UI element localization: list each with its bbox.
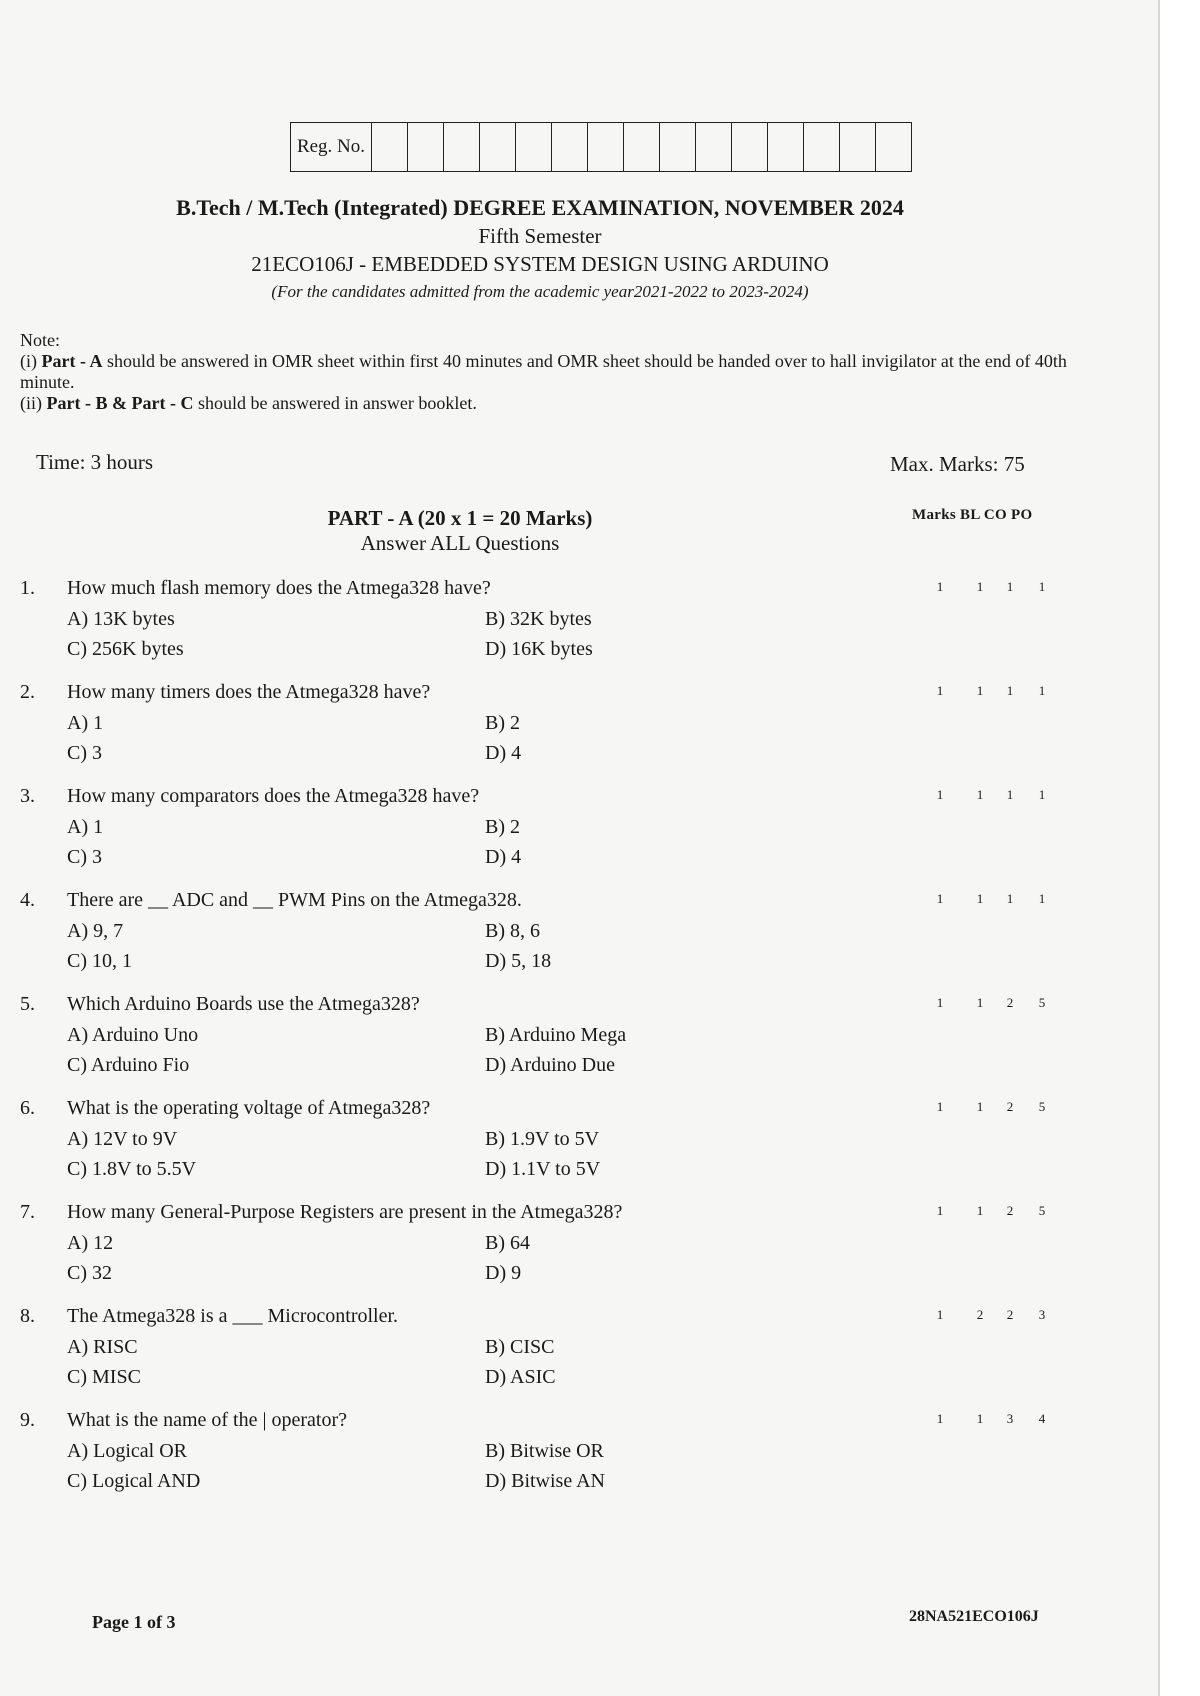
po-value: 3 [1038, 1307, 1046, 1322]
co-value: 2 [1006, 1203, 1014, 1218]
bl-value: 1 [976, 891, 984, 906]
marks-value: 1 [936, 683, 944, 698]
question-number: 7. [20, 1201, 35, 1223]
option-d: D) Bitwise AN [485, 1470, 605, 1492]
marks-value: 1 [936, 1203, 944, 1218]
option-a: A) 12V to 9V [67, 1128, 178, 1150]
bl-value: 1 [976, 683, 984, 698]
reg-no-cell [480, 123, 516, 171]
question-number: 5. [20, 993, 35, 1015]
reg-no-cell [660, 123, 696, 171]
po-value: 5 [1038, 1099, 1046, 1114]
reg-no-cell [516, 123, 552, 171]
marks-value: 1 [936, 787, 944, 802]
option-d: D) 16K bytes [485, 638, 593, 660]
question-text: The Atmega328 is a ___ Microcontroller. [67, 1305, 399, 1327]
bl-value: 2 [976, 1307, 984, 1322]
question-text: Which Arduino Boards use the Atmega328? [67, 993, 420, 1015]
question [0, 1409, 1160, 1513]
co-value: 3 [1006, 1411, 1014, 1426]
po-value: 5 [1038, 995, 1046, 1010]
question-text: How many comparators does the Atmega328 have? [67, 785, 480, 807]
question-number: 6. [20, 1097, 35, 1119]
question [0, 681, 1160, 785]
co-value: 1 [1006, 787, 1014, 802]
option-c: C) 10, 1 [67, 950, 132, 972]
reg-no-label: Reg. No. [291, 123, 372, 171]
co-value: 2 [1006, 995, 1014, 1010]
part-a-title: PART - A (20 x 1 = 20 Marks) [327, 506, 593, 530]
co-value: 2 [1006, 1307, 1014, 1322]
option-c: C) Arduino Fio [67, 1054, 190, 1076]
co-value: 1 [1006, 683, 1014, 698]
question [0, 1201, 1160, 1305]
question-text: How many timers does the Atmega328 have? [67, 681, 431, 703]
question-number: 4. [20, 889, 35, 911]
question-list [0, 577, 1160, 1513]
option-c: C) MISC [67, 1366, 141, 1388]
option-d: D) ASIC [485, 1366, 556, 1388]
bl-value: 1 [976, 1099, 984, 1114]
reg-no-cell [768, 123, 804, 171]
option-d: D) 1.1V to 5V [485, 1158, 601, 1180]
option-c: C) 3 [67, 846, 102, 868]
reg-no-cell [444, 123, 480, 171]
question-text: How much flash memory does the Atmega328 have? [67, 577, 491, 599]
po-value: 1 [1038, 579, 1046, 594]
reg-no-cell [372, 123, 408, 171]
option-c: C) 32 [67, 1262, 112, 1284]
reg-no-cell [408, 123, 444, 171]
bl-value: 1 [976, 787, 984, 802]
option-b: B) 2 [485, 712, 520, 734]
instructions-note [20, 330, 1070, 414]
option-a: A) 9, 7 [67, 920, 124, 942]
reg-no-cell [624, 123, 660, 171]
po-value: 5 [1038, 1203, 1046, 1218]
option-d: D) 4 [485, 742, 522, 764]
marks-value: 1 [936, 1411, 944, 1426]
option-c: C) Logical AND [67, 1470, 201, 1492]
question [0, 889, 1160, 993]
marks-value: 1 [936, 891, 944, 906]
option-c: C) 256K bytes [67, 638, 184, 660]
marks-value: 1 [936, 995, 944, 1010]
marks-value: 1 [936, 1099, 944, 1114]
option-a: A) 13K bytes [67, 608, 175, 630]
option-b: B) 64 [485, 1232, 530, 1254]
question-number: 2. [20, 681, 35, 703]
option-d: D) 9 [485, 1262, 522, 1284]
co-value: 2 [1006, 1099, 1014, 1114]
option-a: A) 1 [67, 816, 104, 838]
paper-code: 28NA521ECO106J [909, 1608, 1039, 1625]
po-value: 1 [1038, 787, 1046, 802]
part-a-heading [260, 506, 660, 556]
note-label: Note: [20, 330, 60, 350]
option-d: D) Arduino Due [485, 1054, 615, 1076]
option-a: A) Logical OR [67, 1440, 187, 1462]
course-title: 21ECO106J - EMBEDDED SYSTEM DESIGN USING ARDUINO [251, 252, 829, 276]
marks-columns-header: Marks BL CO PO [912, 507, 1033, 523]
reg-no-cell [588, 123, 624, 171]
option-b: B) 32K bytes [485, 608, 592, 630]
co-value: 1 [1006, 891, 1014, 906]
question-text: How many General-Purpose Registers are present in the Atmega328? [67, 1201, 623, 1223]
bl-value: 1 [976, 1203, 984, 1218]
note-line-1: (i) Part - A should be answered in OMR sheet within first 40 minutes and OMR sheet should be handed over to hall invigilator at the end of 40th minute. [20, 351, 1067, 392]
question-text: What is the name of the | operator? [67, 1409, 347, 1431]
reg-no-cell [696, 123, 732, 171]
part-a-instruction: Answer ALL Questions [360, 531, 560, 555]
question-number: 1. [20, 577, 35, 599]
option-a: A) RISC [67, 1336, 138, 1358]
option-b: B) CISC [485, 1336, 555, 1358]
reg-no-cell [840, 123, 876, 171]
note-line-2: (ii) Part - B & Part - C should be answered in answer booklet. [20, 393, 477, 413]
po-value: 1 [1038, 891, 1046, 906]
question [0, 577, 1160, 681]
exam-duration: Time: 3 hours [36, 450, 154, 474]
bl-value: 1 [976, 1411, 984, 1426]
semester: Fifth Semester [478, 224, 602, 248]
po-value: 1 [1038, 683, 1046, 698]
question-number: 3. [20, 785, 35, 807]
reg-no-cell [552, 123, 588, 171]
question-text: What is the operating voltage of Atmega328? [67, 1097, 431, 1119]
option-b: B) 1.9V to 5V [485, 1128, 600, 1150]
option-b: B) 8, 6 [485, 920, 540, 942]
reg-no-cell [732, 123, 768, 171]
question-number: 9. [20, 1409, 35, 1431]
question-number: 8. [20, 1305, 35, 1327]
option-a: A) 12 [67, 1232, 114, 1254]
option-a: A) Arduino Uno [67, 1024, 199, 1046]
co-value: 1 [1006, 579, 1014, 594]
bl-value: 1 [976, 995, 984, 1010]
question [0, 1305, 1160, 1409]
option-d: D) 4 [485, 846, 522, 868]
bl-value: 1 [976, 579, 984, 594]
reg-no-cell [804, 123, 840, 171]
option-c: C) 1.8V to 5.5V [67, 1158, 197, 1180]
question-text: There are __ ADC and __ PWM Pins on the Atmega328. [67, 889, 522, 911]
option-b: B) 2 [485, 816, 520, 838]
page-number: Page 1 of 3 [92, 1612, 176, 1632]
po-value: 4 [1038, 1411, 1046, 1426]
marks-value: 1 [936, 579, 944, 594]
question [0, 785, 1160, 889]
option-d: D) 5, 18 [485, 950, 552, 972]
max-marks: Max. Marks: 75 [890, 452, 1025, 476]
exam-title: B.Tech / M.Tech (Integrated) DEGREE EXAMINATION, NOVEMBER 2024 [176, 195, 904, 220]
question [0, 993, 1160, 1097]
option-c: C) 3 [67, 742, 102, 764]
option-a: A) 1 [67, 712, 104, 734]
reg-no-cell [876, 123, 911, 171]
page-edge [1158, 0, 1200, 1696]
reg-no-box [290, 122, 912, 172]
question [0, 1097, 1160, 1201]
option-b: B) Arduino Mega [485, 1024, 627, 1046]
option-b: B) Bitwise OR [485, 1440, 604, 1462]
admission-note: (For the candidates admitted from the academic year2021-2022 to 2023-2024) [271, 282, 809, 301]
marks-value: 1 [936, 1307, 944, 1322]
